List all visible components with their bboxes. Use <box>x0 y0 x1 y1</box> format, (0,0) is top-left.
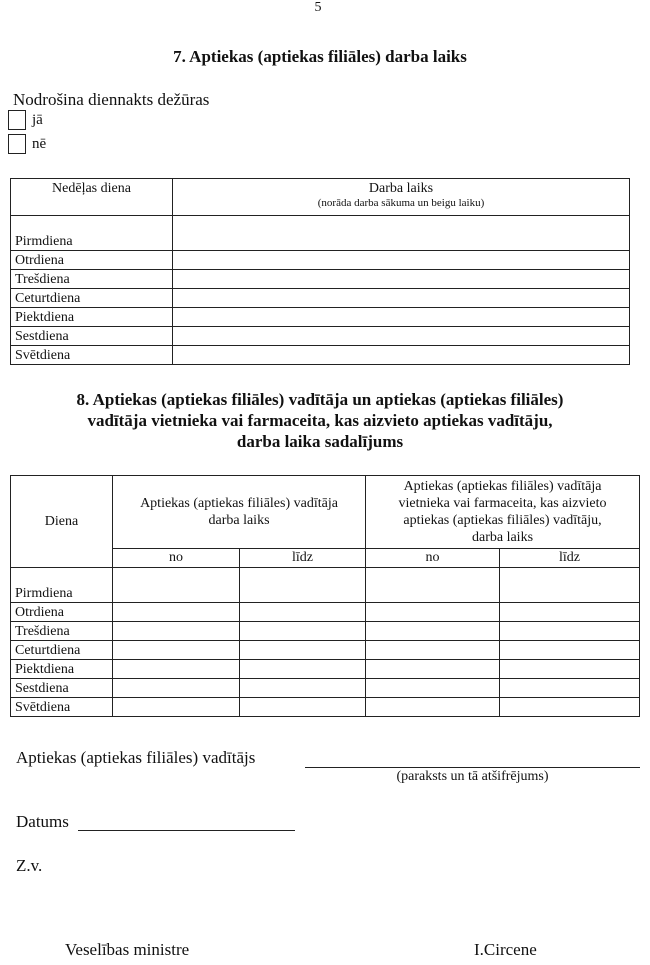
time-cell[interactable] <box>500 622 640 641</box>
time-cell[interactable] <box>240 622 366 641</box>
section-8-title-line2: vadītāja vietnieka vai farmaceita, kas aizvieto aptiekas vadītāju, <box>87 411 553 430</box>
day-cell: Otrdiena <box>11 251 173 270</box>
time-cell[interactable] <box>366 660 500 679</box>
time-cell[interactable] <box>500 603 640 622</box>
duty-question: Nodrošina diennakts dežūras <box>13 90 210 109</box>
option-yes-label: jā <box>32 111 43 128</box>
time-distribution-table <box>10 475 640 717</box>
checkbox-yes[interactable] <box>8 110 26 130</box>
page-number: 5 <box>314 0 322 15</box>
option-yes[interactable] <box>8 110 43 130</box>
time-cell[interactable] <box>366 641 500 660</box>
minister-name: I.Circene <box>474 940 537 959</box>
hours-header <box>173 179 630 216</box>
section-8-title <box>0 389 640 452</box>
day-cell: Piektdiena <box>11 308 173 327</box>
day-cell: Otrdiena <box>11 603 113 622</box>
signature-note: (paraksts un tā atšifrējums) <box>396 769 549 784</box>
day-cell: Trešdiena <box>11 270 173 289</box>
time-cell[interactable] <box>500 698 640 717</box>
time-cell[interactable] <box>366 679 500 698</box>
hours-header-label: Darba laiks <box>368 181 434 196</box>
time-cell[interactable] <box>240 660 366 679</box>
time-cell[interactable] <box>500 641 640 660</box>
manager-to-header: līdz <box>240 549 366 568</box>
hours-cell[interactable] <box>173 270 630 289</box>
date-label: Datums <box>16 812 69 831</box>
hours-cell[interactable] <box>173 251 630 270</box>
option-no-label: nē <box>32 135 47 152</box>
deputy-header-line2: vietnieka vai farmaceita, kas aizvieto <box>398 496 607 511</box>
time-cell[interactable] <box>113 568 240 603</box>
day-cell: Sestdiena <box>11 327 173 346</box>
deputy-header-line4: darba laiks <box>471 530 534 545</box>
day-cell: Ceturtdiena <box>11 289 173 308</box>
manager-signature-line[interactable] <box>305 767 640 768</box>
time-cell[interactable] <box>113 641 240 660</box>
weekday-header: Nedēļas diena <box>11 179 173 216</box>
section-8-title-line1: 8. Aptiekas (aptiekas filiāles) vadītāja un aptiekas (aptiekas filiāles) <box>76 390 564 409</box>
day-header: Diena <box>11 476 113 568</box>
manager-label: Aptiekas (aptiekas filiāles) vadītājs <box>16 748 256 767</box>
day-cell: Svētdiena <box>11 346 173 365</box>
time-cell[interactable] <box>113 698 240 717</box>
deputy-to-header: līdz <box>500 549 640 568</box>
hours-header-note: (norāda darba sākuma un beigu laiku) <box>317 197 485 209</box>
time-cell[interactable] <box>240 698 366 717</box>
deputy-header-line1: Aptiekas (aptiekas filiāles) vadītāja <box>403 479 602 494</box>
day-cell: Ceturtdiena <box>11 641 113 660</box>
seal-label: Z.v. <box>16 856 43 875</box>
day-cell: Svētdiena <box>11 698 113 717</box>
working-hours-table <box>10 178 630 365</box>
time-cell[interactable] <box>500 568 640 603</box>
hours-cell[interactable] <box>173 327 630 346</box>
day-cell: Pirmdiena <box>11 568 113 603</box>
time-cell[interactable] <box>240 679 366 698</box>
time-cell[interactable] <box>113 622 240 641</box>
checkbox-no[interactable] <box>8 134 26 154</box>
time-cell[interactable] <box>366 698 500 717</box>
manager-hours-header <box>113 476 366 549</box>
minister-title: Veselības ministre <box>65 940 190 959</box>
time-cell[interactable] <box>366 603 500 622</box>
date-line[interactable] <box>78 830 295 831</box>
deputy-hours-header <box>366 476 640 549</box>
hours-cell[interactable] <box>173 289 630 308</box>
day-cell: Pirmdiena <box>11 216 173 251</box>
section-7-title: 7. Aptiekas (aptiekas filiāles) darba laiks <box>173 47 467 66</box>
hours-cell[interactable] <box>173 308 630 327</box>
day-cell: Piektdiena <box>11 660 113 679</box>
time-cell[interactable] <box>113 660 240 679</box>
deputy-header-line3: aptiekas (aptiekas filiāles) vadītāju, <box>403 513 602 528</box>
time-cell[interactable] <box>240 568 366 603</box>
day-cell: Sestdiena <box>11 679 113 698</box>
time-cell[interactable] <box>500 679 640 698</box>
time-cell[interactable] <box>366 622 500 641</box>
manager-header-line1: Aptiekas (aptiekas filiāles) vadītāja <box>140 496 338 511</box>
time-cell[interactable] <box>113 603 240 622</box>
option-no[interactable] <box>8 134 46 154</box>
time-cell[interactable] <box>500 660 640 679</box>
hours-cell[interactable] <box>173 216 630 251</box>
time-cell[interactable] <box>366 568 500 603</box>
section-8-title-line3: darba laika sadalījums <box>236 432 404 451</box>
day-cell: Trešdiena <box>11 622 113 641</box>
manager-from-header: no <box>113 549 240 568</box>
manager-header-line2: darba laiks <box>208 513 270 528</box>
time-cell[interactable] <box>240 603 366 622</box>
hours-cell[interactable] <box>173 346 630 365</box>
time-cell[interactable] <box>240 641 366 660</box>
time-cell[interactable] <box>113 679 240 698</box>
deputy-from-header: no <box>366 549 500 568</box>
